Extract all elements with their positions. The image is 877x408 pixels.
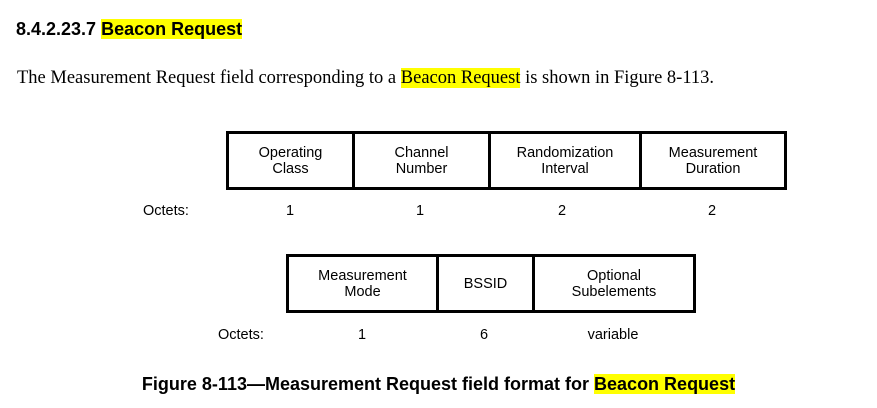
figure-caption	[0, 372, 877, 396]
body-paragraph	[17, 65, 714, 91]
paragraph-text-after: is shown in Figure 8-113.	[520, 68, 715, 88]
field-name: BSSID	[463, 275, 508, 292]
section-title: Beacon Request	[101, 19, 243, 39]
field-name: Measurement Mode	[318, 267, 407, 300]
octets-value: variable	[587, 327, 639, 343]
octets-value: 1	[415, 203, 425, 219]
field-name: Measurement Duration	[668, 144, 758, 177]
field-name: Optional Subelements	[571, 267, 657, 300]
paragraph-highlight: Beacon Request	[400, 68, 521, 88]
field-optional-subelements	[535, 257, 693, 310]
field-name: Operating Class	[258, 144, 323, 177]
section-number: 8.4.2.23.7	[16, 19, 97, 39]
field-measurement-duration	[642, 134, 784, 187]
field-name: Channel Number	[394, 144, 449, 177]
octets-label-2: Octets:	[218, 327, 264, 343]
paragraph-text-before: The Measurement Request field corresponding to a	[17, 68, 401, 88]
field-format-diagram-1	[226, 131, 787, 190]
octets-value: 6	[479, 327, 489, 343]
field-format-diagram-2	[286, 254, 696, 313]
octets-value: 2	[707, 203, 717, 219]
octets-value: 1	[285, 203, 295, 219]
field-randomization-interval	[491, 134, 642, 187]
octets-value: 1	[357, 327, 367, 343]
section-heading	[16, 17, 242, 41]
caption-highlight: Beacon Request	[594, 374, 736, 394]
field-bssid	[439, 257, 535, 310]
octets-value: 2	[557, 203, 567, 219]
field-name: Randomization Interval	[516, 144, 614, 177]
caption-prefix: Figure 8-113—Measurement Request field format for	[141, 374, 595, 394]
octets-label-1: Octets:	[143, 203, 189, 219]
field-measurement-mode	[289, 257, 439, 310]
field-operating-class	[229, 134, 355, 187]
field-channel-number	[355, 134, 491, 187]
